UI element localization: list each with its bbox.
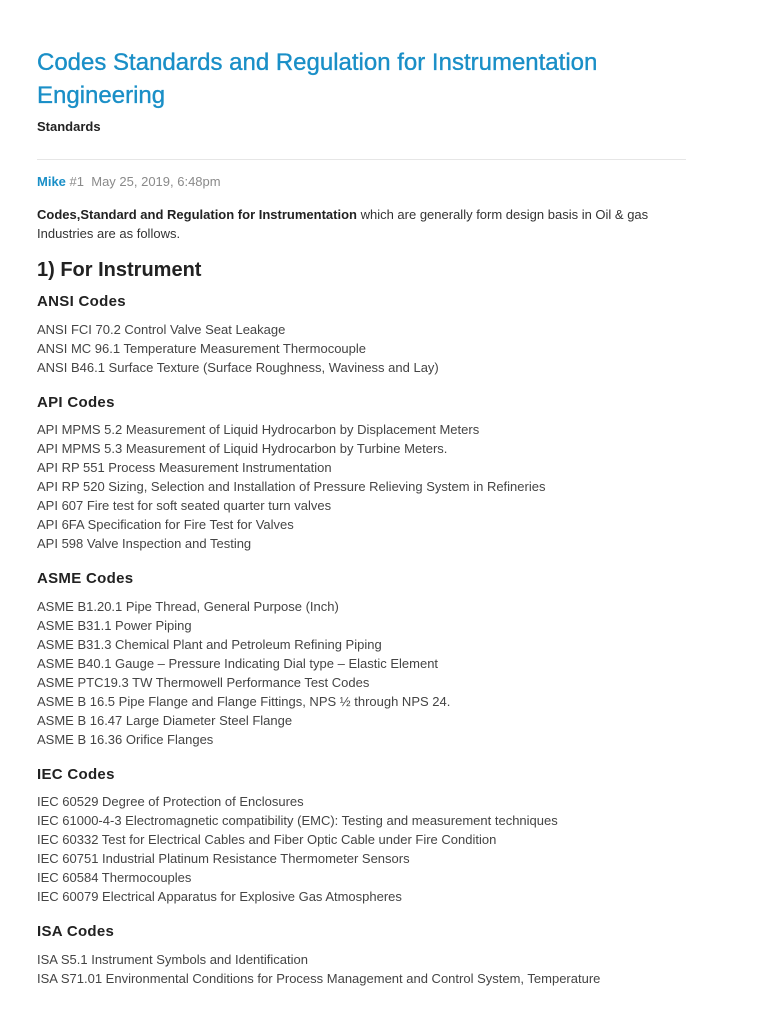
title-line-2[interactable]: Engineering <box>37 82 166 109</box>
list-item: API MPMS 5.2 Measurement of Liquid Hydrocarbon by Displacement Meters <box>37 422 480 437</box>
list-item: ASME B40.1 Gauge – Pressure Indicating Dial type – Elastic Element <box>37 656 439 671</box>
list-item: API 598 Valve Inspection and Testing <box>37 536 252 551</box>
list-item: ANSI FCI 70.2 Control Valve Seat Leakage <box>37 322 286 337</box>
intro-bold: Codes,Standard and Regulation for Instrumentation <box>37 207 357 222</box>
page-title[interactable] <box>37 46 717 112</box>
code-list <box>37 320 737 377</box>
list-item: IEC 60584 Thermocouples <box>37 870 192 885</box>
list-item: ASME PTC19.3 TW Thermowell Performance Test Codes <box>37 675 370 690</box>
post-number: #1 <box>69 174 84 189</box>
author-link[interactable]: Mike <box>37 174 66 189</box>
group-heading: API Codes <box>37 394 115 411</box>
list-item: ASME B 16.36 Orifice Flanges <box>37 732 214 747</box>
code-list <box>37 950 737 988</box>
group-heading: ANSI Codes <box>37 293 126 310</box>
list-item: IEC 61000-4-3 Electromagnetic compatibility (EMC): Testing and measurement techniques <box>37 813 558 828</box>
post-timestamp: May 25, 2019, 6:48pm <box>91 174 221 189</box>
list-item: ASME B31.3 Chemical Plant and Petroleum Refining Piping <box>37 637 382 652</box>
divider <box>37 159 686 160</box>
list-item: IEC 60751 Industrial Platinum Resistance Thermometer Sensors <box>37 851 410 866</box>
group-heading: ISA Codes <box>37 923 115 940</box>
list-item: API MPMS 5.3 Measurement of Liquid Hydrocarbon by Turbine Meters. <box>37 441 448 456</box>
list-item: API RP 520 Sizing, Selection and Installation of Pressure Relieving System in Refineries <box>37 479 546 494</box>
list-item: ASME B 16.5 Pipe Flange and Flange Fittings, NPS ½ through NPS 24. <box>37 694 451 709</box>
post-meta <box>37 174 221 189</box>
list-item: API RP 551 Process Measurement Instrumentation <box>37 460 332 475</box>
list-item: ANSI MC 96.1 Temperature Measurement Thermocouple <box>37 341 367 356</box>
list-item: IEC 60332 Test for Electrical Cables and Fiber Optic Cable under Fire Condition <box>37 832 497 847</box>
list-item: IEC 60079 Electrical Apparatus for Explosive Gas Atmospheres <box>37 889 402 904</box>
section-heading: 1) For Instrument <box>37 259 202 281</box>
group-heading: IEC Codes <box>37 766 115 783</box>
title-line-1[interactable]: Codes Standards and Regulation for Instrumentation <box>37 49 598 76</box>
list-item: API 607 Fire test for soft seated quarter turn valves <box>37 498 332 513</box>
intro-rest: which are generally form design basis in Oil & gas Industries are as follows. <box>37 207 649 241</box>
list-item: API 6FA Specification for Fire Test for Valves <box>37 517 294 532</box>
category-link[interactable]: Standards <box>37 119 101 134</box>
group-heading: ASME Codes <box>37 570 134 587</box>
list-item: ISA S5.1 Instrument Symbols and Identification <box>37 952 308 967</box>
list-item: ASME B 16.47 Large Diameter Steel Flange <box>37 713 293 728</box>
list-item: ANSI B46.1 Surface Texture (Surface Roughness, Waviness and Lay) <box>37 360 439 375</box>
code-list <box>37 792 737 906</box>
intro-paragraph <box>37 205 687 243</box>
code-list <box>37 597 737 749</box>
list-item: IEC 60529 Degree of Protection of Enclosures <box>37 794 304 809</box>
list-item: ASME B31.1 Power Piping <box>37 618 192 633</box>
list-item: ISA S71.01 Environmental Conditions for Process Management and Control System, Temperature <box>37 971 601 986</box>
code-list <box>37 420 737 553</box>
list-item: ASME B1.20.1 Pipe Thread, General Purpose (Inch) <box>37 599 339 614</box>
